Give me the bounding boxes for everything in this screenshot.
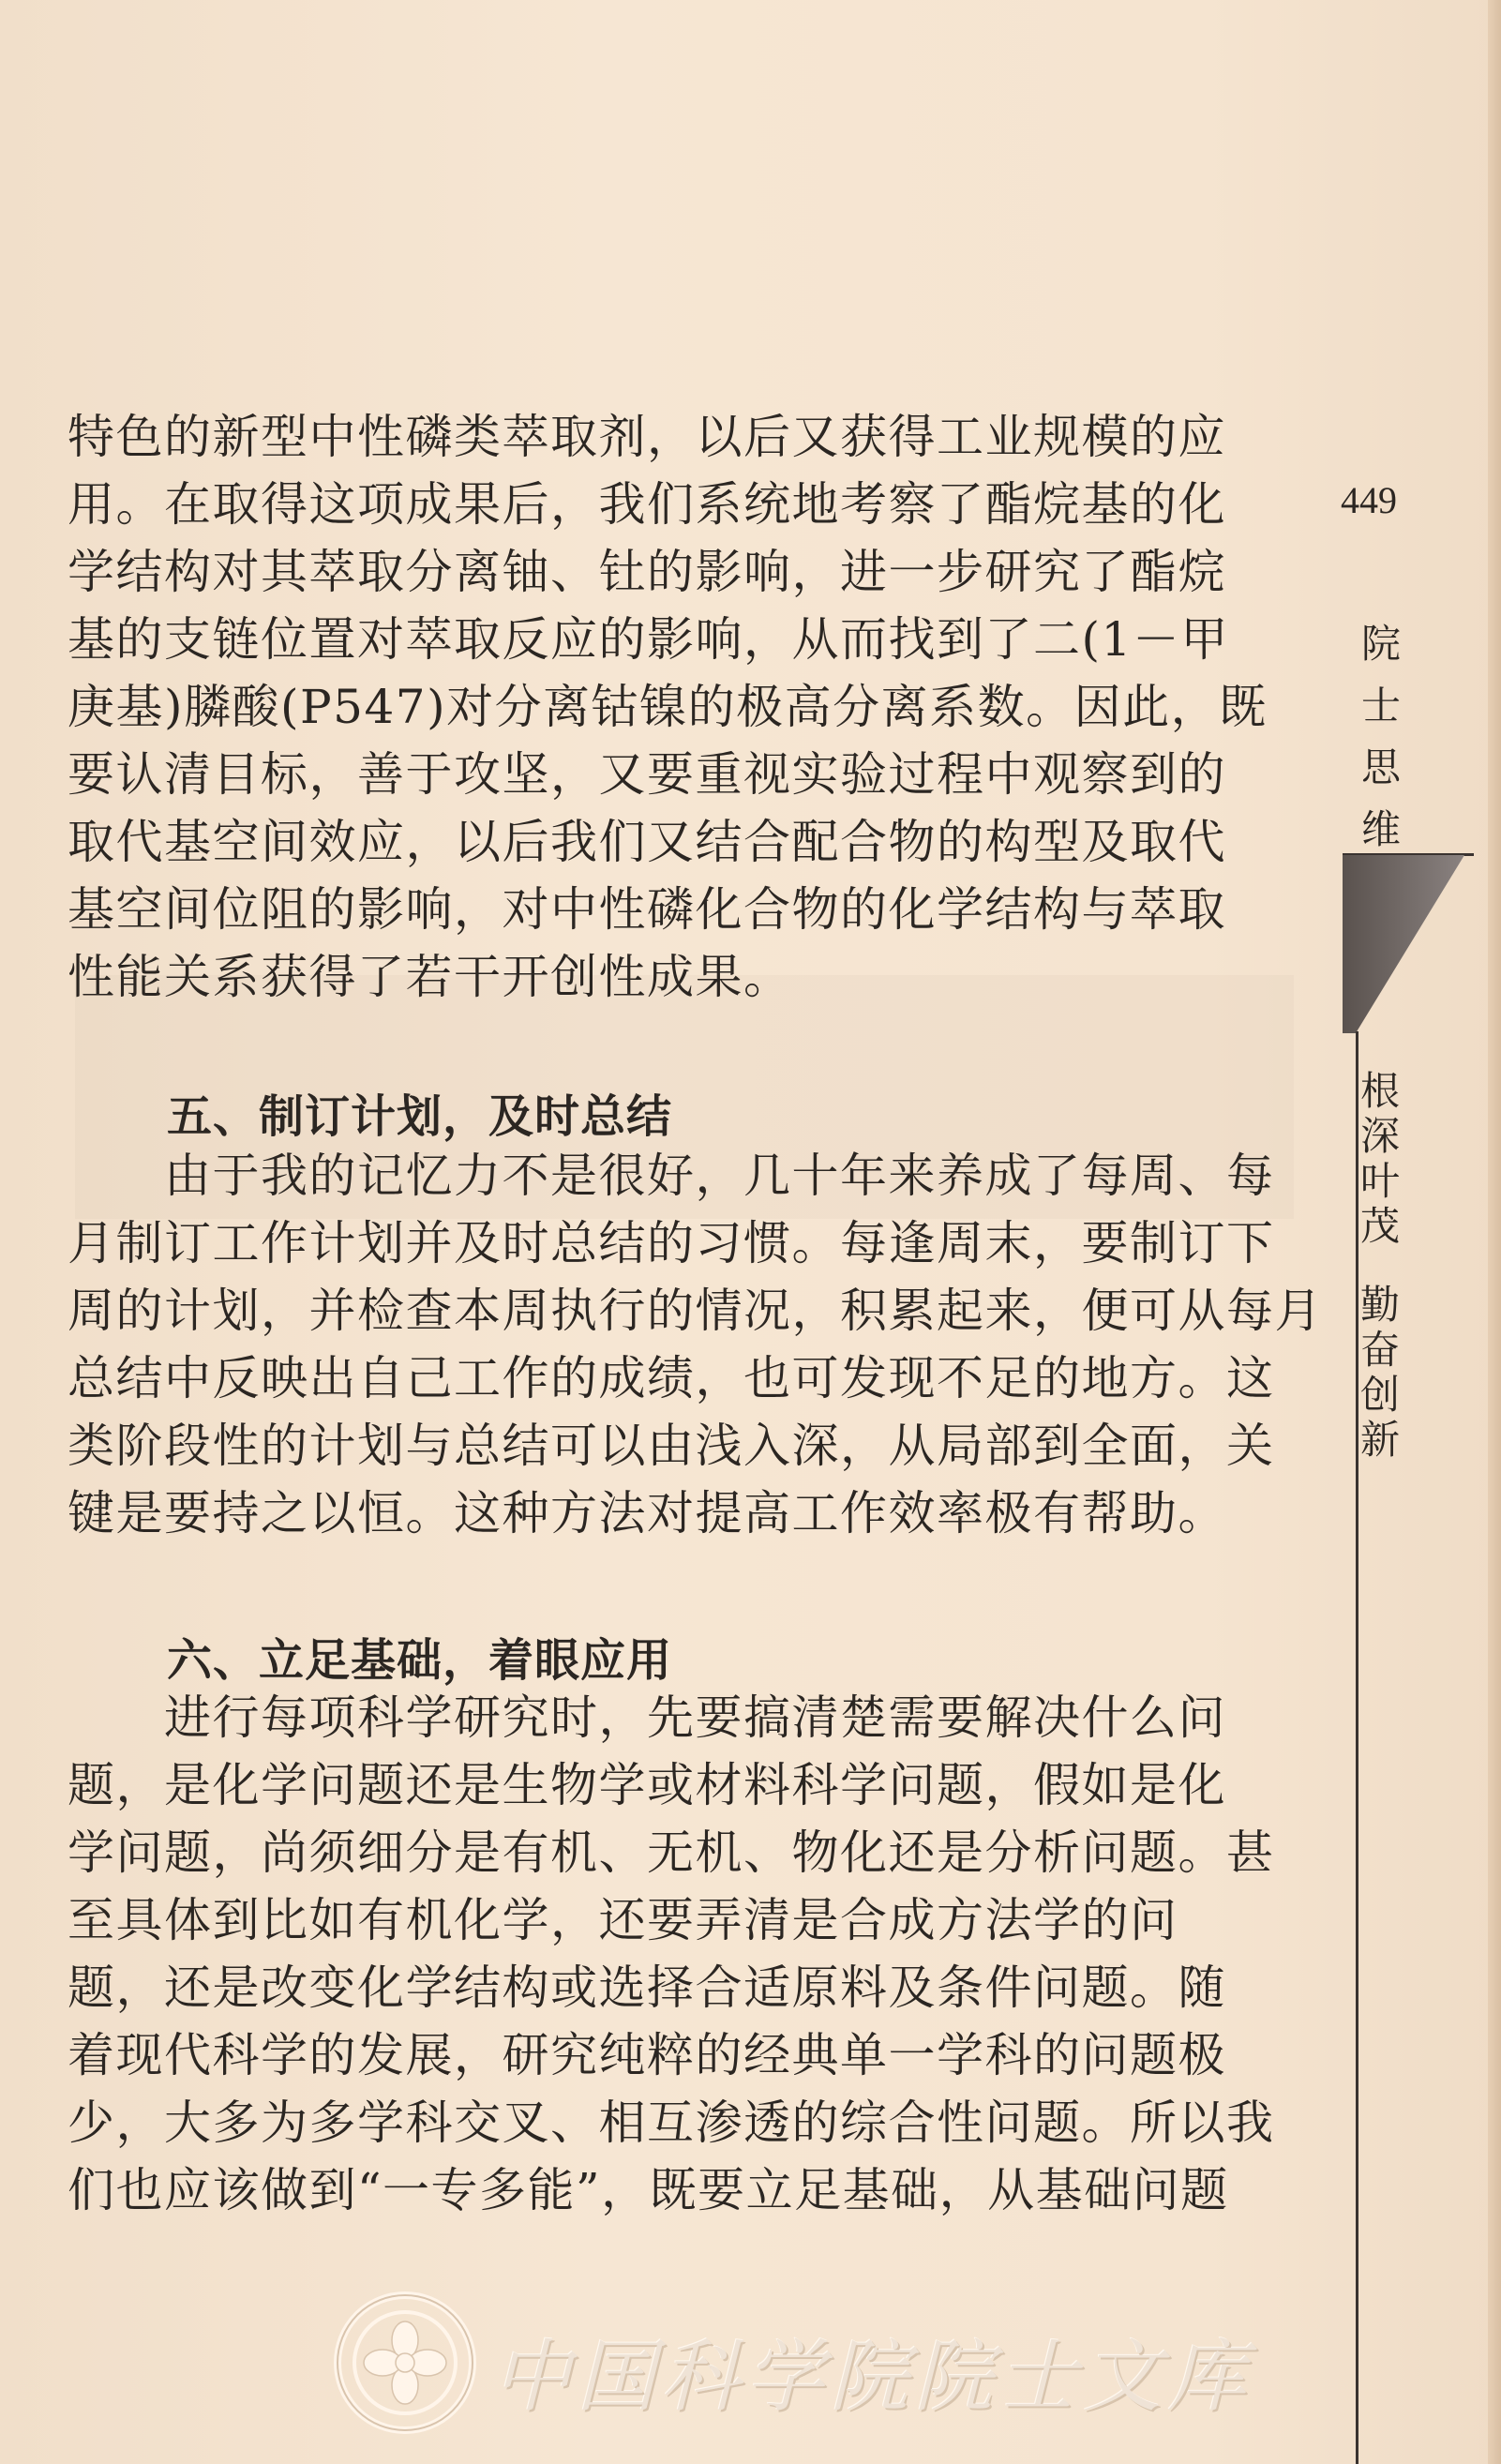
chapter-title-char: 根 [1359, 1068, 1400, 1114]
text-line: 题，还是改变化学结构或选择合适原料及条件问题。随 [68, 1961, 1226, 2015]
series-title-char: 院 [1360, 621, 1401, 667]
text-line: 总结中反映出自己工作的成绩，也可发现不足的地方。这 [68, 1351, 1275, 1405]
text-line: 们也应该做到“一专多能”，既要立足基础，从基础问题 [68, 2163, 1229, 2217]
page-edge [1488, 0, 1501, 2464]
academy-emblem-icon [330, 2288, 480, 2438]
chapter-title-char: 创 [1359, 1372, 1400, 1418]
page-number: 449 [1341, 479, 1397, 521]
text-line: 学结构对其萃取分离铀、钍的影响，进一步研究了酯烷 [68, 545, 1226, 599]
margin-wedge-graphic [1343, 855, 1464, 1033]
text-line: 性能关系获得了若干开创性成果。 [68, 950, 792, 1004]
margin-rule-vertical [1356, 1031, 1358, 2464]
text-line: 取代基空间效应，以后我们又结合配合物的构型及取代 [68, 815, 1226, 869]
chapter-title [1359, 1069, 1401, 1463]
chapter-title-char: 新 [1359, 1417, 1400, 1463]
text-line: 少，大多为多学科交叉、相互渗透的综合性问题。所以我 [68, 2096, 1275, 2150]
section-6-heading: 六、立足基础，着眼应用 [167, 1634, 673, 1687]
text-line: 由于我的记忆力不是很好，几十年来养成了每周、每 [68, 1149, 1275, 1203]
section-5-body [68, 1142, 1323, 1547]
text-line: 要认清目标，善于攻坚，又要重视实验过程中观察到的 [68, 747, 1226, 802]
paragraph-1 [68, 403, 1268, 1011]
series-title [1358, 613, 1404, 861]
text-line: 题，是化学问题还是生物学或材料科学问题，假如是化 [68, 1758, 1226, 1812]
series-title-char: 士 [1360, 683, 1401, 729]
text-line: 着现代科学的发展，研究纯粹的经典单一学科的问题极 [68, 2028, 1226, 2082]
text-line: 基空间位阻的影响，对中性磷化合物的化学结构与萃取 [68, 882, 1226, 937]
text-line: 基的支链位置对萃取反应的影响，从而找到了二(1－甲 [68, 612, 1229, 667]
text-line: 特色的新型中性磷类萃取剂，以后又获得工业规模的应 [68, 410, 1226, 464]
chapter-title-char: 奋 [1359, 1327, 1400, 1373]
text-line: 周的计划，并检查本周执行的情况，积累起来，便可从每月 [68, 1284, 1323, 1338]
section-5-heading: 五、制订计划，及时总结 [167, 1090, 673, 1143]
chapter-title-char: 深 [1359, 1113, 1400, 1159]
chapter-title-char: 勤 [1359, 1282, 1400, 1328]
library-name-watermark: 中国科学院院士文库 [492, 2331, 1253, 2423]
text-line: 进行每项科学研究时，先要搞清楚需要解决什么问 [68, 1690, 1226, 1745]
chapter-title-gap [1359, 1249, 1401, 1283]
text-line: 键是要持之以恒。这种方法对提高工作效率极有帮助。 [68, 1486, 1226, 1540]
text-line: 月制订工作计划并及时总结的习惯。每逢周末，要制订下 [68, 1216, 1275, 1270]
text-line: 庚基)膦酸(P547)对分离钴镍的极高分离系数。因此，既 [68, 680, 1268, 734]
series-title-char: 维 [1360, 806, 1401, 852]
text-line: 类阶段性的计划与总结可以由浅入深，从局部到全面，关 [68, 1419, 1275, 1473]
chapter-title-char: 茂 [1359, 1203, 1400, 1249]
text-line: 用。在取得这项成果后，我们系统地考察了酯烷基的化 [68, 477, 1226, 532]
chapter-title-char: 叶 [1359, 1158, 1400, 1204]
section-6-body [68, 1684, 1275, 2224]
text-line: 学问题，尚须细分是有机、无机、物化还是分析问题。甚 [68, 1825, 1275, 1880]
series-title-char: 思 [1360, 744, 1401, 790]
text-line: 至具体到比如有机化学，还要弄清是合成方法学的问 [68, 1893, 1178, 1947]
